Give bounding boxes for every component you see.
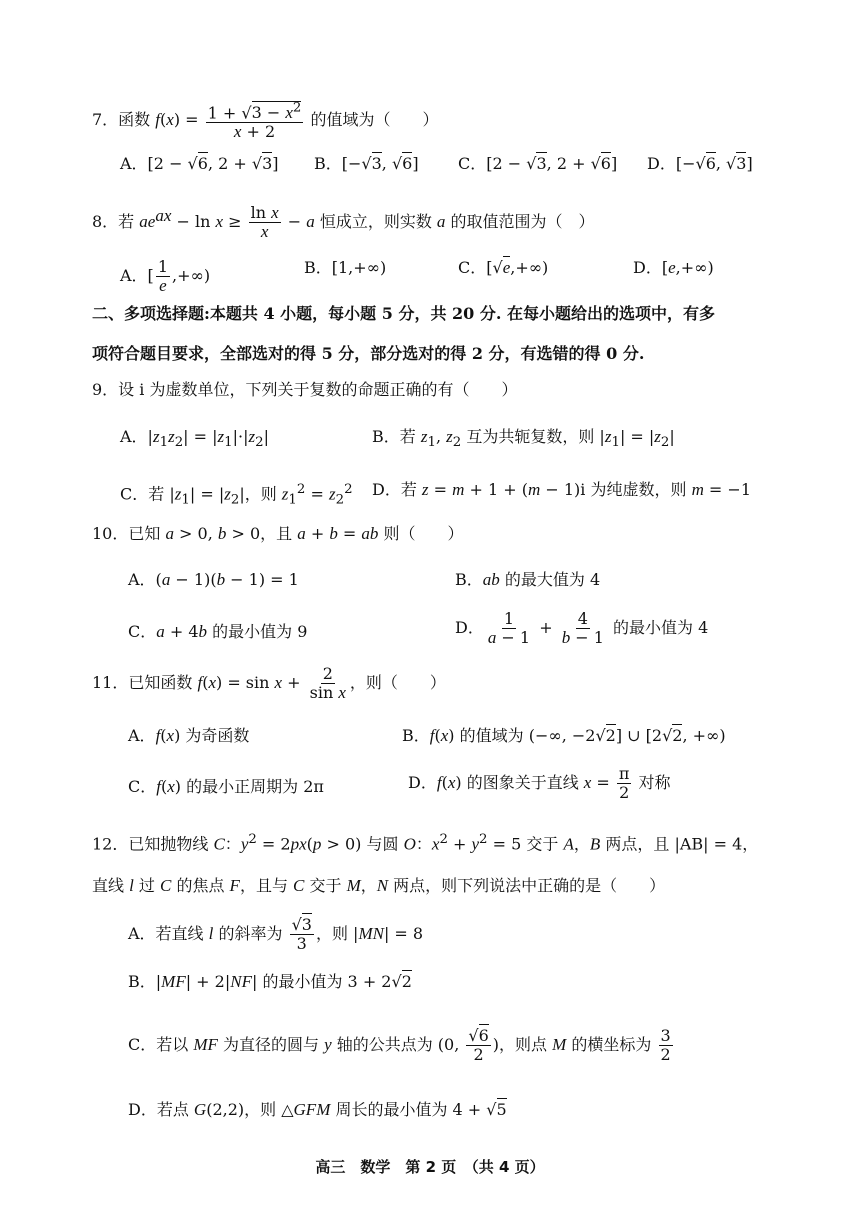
q8-option-c: C．[√e,+∞) (458, 258, 549, 277)
q7-stem (92, 100, 438, 141)
q9-option-b: B．若 $z_1$, $z_2$ 互为共轭复数，则 $|z_1| = |z_2|$ (372, 427, 675, 451)
q10-stem: 10．已知 a > 0, b > 0，且 a + b = ab 则（ ） (92, 524, 464, 543)
q11-option-c: C．f(x) 的最小正周期为 2π (128, 777, 324, 796)
q7-option-d: D．[−√6, √3] (647, 154, 753, 173)
q9-option-d: D．若 z = m + 1 + (m − 1)i 为纯虚数，则 m = −1 (372, 480, 752, 499)
q9-option-c: C．若 $|z_1| = |z_2|$，则 $z_1^2 = z_2^2$ (120, 482, 353, 508)
q8-option-d: D．[e,+∞) (633, 258, 714, 277)
q9-option-a: A．$|z_1z_2| = |z_1|\cdot|z_2|$ (120, 427, 270, 451)
q8-option-a: A．[ $\frac{1}{e}$ ,+∞) (120, 257, 211, 295)
q12-option-c: C．若以 MF 为直径的圆与 y 轴的公共点为 (0, $\frac{√6}{2}$ )，则点 M 的横坐标为 $\frac{3}{2}$ (128, 1026, 671, 1064)
q7-option-c: C．[2 − √3, 2 + √6] (458, 154, 618, 173)
q10-option-a: A．(a − 1)(b − 1) = 1 (128, 570, 299, 589)
q12-option-d: D．若点 G(2,2)，则 △GFM 周长的最小值为 4 + √5 (128, 1100, 507, 1119)
q8-option-b: B．[1,+∞) (304, 258, 387, 277)
q12-stem-line2: 直线 l 过 C 的焦点 F，且与 C 交于 M，N 两点，则下列说法中正确的是（ ） (92, 876, 666, 895)
q11-stem: 11．已知函数 f(x) = sin x + $\frac{2}{\text{sin x}}$ ，则（ ） (92, 664, 446, 702)
q10-option-b: B．ab 的最大值为 4 (455, 570, 601, 589)
page-footer: 高三 数学 第 2 页 （共 4 页） (315, 1158, 545, 1176)
q11-option-a: A．f(x) 为奇函数 (128, 726, 250, 745)
section2-line1: 二、多项选择题:本题共 4 小题，每小题 5 分，共 20 分. 在每小题给出的选项中，有多 (92, 304, 716, 323)
q8-stem: 8．若 $ae^{ax} - \ln x$ ≥ $\frac{\text{ln x}}{x}$ − a 恒成立，则实数 a 的取值范围为（ ） (92, 203, 595, 241)
q7-option-b: B．[−√3, √6] (314, 154, 419, 173)
q12-option-a: A．若直线 l 的斜率为 $\frac{√3}{3}$ ，则 |MN| = 8 (128, 915, 424, 953)
q11-option-d: D．f(x) 的图象关于直线 x = $\frac{\pi}{2}$ 对称 (408, 764, 671, 802)
q7-stem-text: 7．函数 f(x) = $\frac{1 + √3 - x^2}{x + 2}$ 的值域为（ ） (92, 101, 439, 142)
q12-option-b: B．|MF| + 2|NF| 的最小值为 3 + 2√2 (128, 972, 412, 991)
q11-option-b: B．f(x) 的值域为 (−∞, −2√2] ∪ [2√2, +∞) (402, 726, 726, 745)
q12-stem-line1: 12．已知抛物线 C：$y^2 = 2px(p > 0)$ 与圆 O：$x^2 + y^2 = 5$ 交于 A，B 两点，且 |AB| = 4， (92, 832, 759, 854)
q7-option-a: A．[2 − √6, 2 + √3] (120, 154, 279, 173)
q10-option-c: C．a + 4b 的最小值为 9 (128, 622, 308, 641)
q9-stem: 9．设 i 为虚数单位，下列关于复数的命题正确的有（ ） (92, 380, 518, 399)
q10-option-d: D． $\frac{1}{a - 1}$ + $\frac{4}{b - 1}$ 的最小值为 4 (455, 609, 709, 647)
section2-line2: 项符合题目要求，全部选对的得 5 分，部分选对的得 2 分，有选错的得 0 分. (92, 344, 645, 363)
